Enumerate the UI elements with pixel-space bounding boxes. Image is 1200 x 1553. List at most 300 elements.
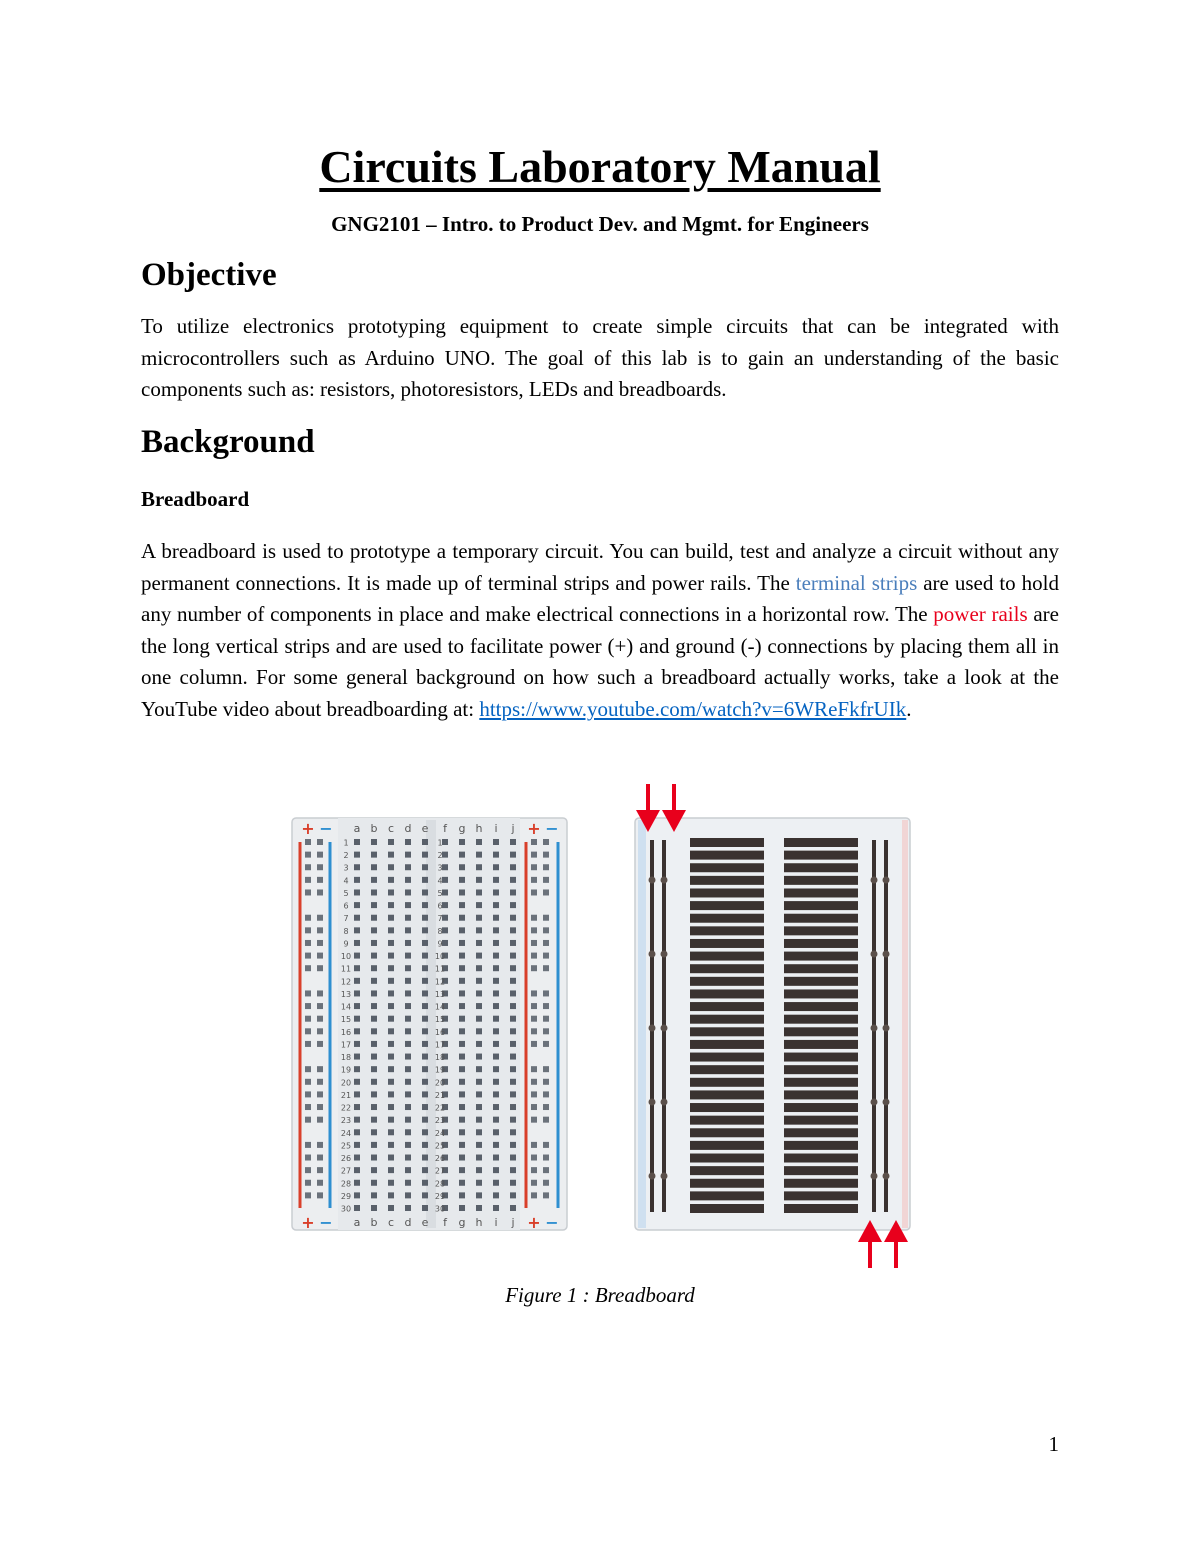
terminal-hole [459,1180,465,1186]
rail-hole [531,1091,537,1097]
breadboard-back-view [635,784,910,1268]
terminal-strip [690,1103,764,1112]
terminal-hole [371,1104,377,1110]
terminal-hole [459,927,465,933]
row-number: 4 [343,876,349,886]
rail-hole [531,990,537,996]
rail-rivet [661,1173,668,1180]
terminal-hole [459,852,465,858]
terminal-hole [422,1180,428,1186]
terminal-hole [354,1180,360,1186]
row-number: 11 [434,964,446,974]
terminal-hole [510,990,516,996]
terminal-hole [405,1167,411,1173]
row-number: 23 [340,1116,352,1126]
terminal-strip [690,926,764,935]
terminal-strip [784,977,858,986]
terminal-hole [493,902,499,908]
document-subtitle: GNG2101 – Intro. to Product Dev. and Mgmt. for Engineers [331,212,869,236]
rail-hole [543,1192,549,1198]
terminal-strip [690,1179,764,1188]
terminal-hole [422,1079,428,1085]
terminal-hole [493,1104,499,1110]
rail-hole [317,1142,323,1148]
row-number: 30 [434,1204,446,1214]
column-letter: a [353,822,361,835]
terminal-hole [388,1079,394,1085]
terminal-hole [476,1028,482,1034]
terminal-hole [388,877,394,883]
rail-hole [317,1091,323,1097]
rail-rivet [871,877,878,884]
rail-hole [317,1117,323,1123]
terminal-hole [510,978,516,984]
rail-rivet [883,951,890,958]
row-number: 7 [343,914,349,924]
terminal-hole [388,1142,394,1148]
terminal-hole [476,852,482,858]
rail-hole [305,839,311,845]
terminal-hole [510,1079,516,1085]
terminal-hole [422,1104,428,1110]
terminal-hole [405,839,411,845]
terminal-hole [493,1117,499,1123]
terminal-hole [388,864,394,870]
terminal-hole [476,864,482,870]
rail-hole [531,839,537,845]
row-number: 10 [434,952,446,962]
terminal-hole [371,1129,377,1135]
rail-hole [305,864,311,870]
rail-hole [531,852,537,858]
terminal-hole [510,1167,516,1173]
row-number: 14 [434,1002,446,1012]
terminal-strip [690,901,764,910]
terminal-hole [459,1167,465,1173]
terminal-hole [354,1167,360,1173]
terminal-hole [476,1155,482,1161]
row-number: 8 [437,926,443,936]
terminal-hole [493,1079,499,1085]
rail-plus-label: + [527,819,541,838]
terminal-strip [784,863,858,872]
row-number: 21 [340,1090,352,1100]
terminal-strip [690,1166,764,1175]
terminal-hole [476,953,482,959]
terminal-hole [371,852,377,858]
terminal-strip [690,952,764,961]
rail-minus-label: − [545,1213,559,1232]
terminal-hole [388,1066,394,1072]
column-letter: h [475,1216,483,1229]
terminal-hole [476,978,482,984]
terminal-hole [510,1016,516,1022]
terminal-hole [354,1205,360,1211]
rail-rivet [871,1173,878,1180]
terminal-hole [405,1028,411,1034]
terminal-hole [371,1205,377,1211]
terminal-strip [690,1053,764,1062]
terminal-hole [476,1117,482,1123]
column-letter: b [370,1216,378,1229]
terminal-hole [459,965,465,971]
row-number: 16 [434,1027,446,1037]
rail-hole [317,915,323,921]
terminal-hole [371,839,377,845]
terminal-strips-term: terminal strips [795,570,918,595]
terminal-hole [493,915,499,921]
rail-hole [531,927,537,933]
terminal-hole [354,1041,360,1047]
terminal-hole [510,1205,516,1211]
terminal-strip [784,1040,858,1049]
terminal-hole [422,1117,428,1123]
terminal-hole [510,1066,516,1072]
column-letter: d [404,1216,412,1229]
terminal-hole [510,1003,516,1009]
row-number: 12 [340,977,352,987]
rail-rivet [661,951,668,958]
terminal-hole [510,1028,516,1034]
rail-hole [305,1041,311,1047]
terminal-hole [388,1054,394,1060]
terminal-strip [690,1116,764,1125]
terminal-hole [371,1117,377,1123]
rail-hole [543,1180,549,1186]
rail-hole [531,965,537,971]
terminal-hole [442,852,448,858]
terminal-hole [405,1142,411,1148]
terminal-hole [371,1091,377,1097]
terminal-hole [459,1041,465,1047]
rail-hole [531,1142,537,1148]
rail-hole [543,1091,549,1097]
terminal-hole [510,852,516,858]
terminal-hole [493,953,499,959]
column-letter: i [494,822,498,835]
terminal-hole [459,1066,465,1072]
column-letter: j [511,1216,515,1229]
terminal-hole [354,990,360,996]
rail-rivet [883,1099,890,1106]
terminal-hole [459,1205,465,1211]
row-number: 7 [437,914,443,924]
row-number: 22 [340,1103,352,1113]
row-number: 17 [434,1040,446,1050]
terminal-hole [459,978,465,984]
terminal-hole [422,1167,428,1173]
rail-hole [317,1041,323,1047]
rail-rivet [871,1025,878,1032]
terminal-strip [690,1090,764,1099]
rail-hole [531,1180,537,1186]
rail-hole [543,915,549,921]
terminal-hole [459,1129,465,1135]
terminal-hole [442,915,448,921]
terminal-hole [388,965,394,971]
terminal-hole [371,864,377,870]
terminal-hole [388,1003,394,1009]
row-number: 21 [434,1090,446,1100]
column-letter: g [458,1216,466,1229]
rail-hole [305,1117,311,1123]
terminal-hole [388,1180,394,1186]
terminal-hole [510,1192,516,1198]
terminal-hole [476,927,482,933]
terminal-hole [405,889,411,895]
terminal-hole [459,1091,465,1097]
rail-hole [543,1142,549,1148]
terminal-hole [388,1205,394,1211]
terminal-hole [371,1167,377,1173]
terminal-strip [784,1166,858,1175]
terminal-hole [493,1129,499,1135]
terminal-hole [371,889,377,895]
rail-hole [543,864,549,870]
terminal-hole [388,940,394,946]
terminal-hole [405,864,411,870]
rail-hole [543,1003,549,1009]
terminal-hole [422,852,428,858]
rail-hole [531,1117,537,1123]
terminal-hole [371,1180,377,1186]
terminal-hole [493,1028,499,1034]
page-number: 1 [1048,1432,1059,1456]
row-number: 5 [437,888,443,898]
terminal-strip [784,1027,858,1036]
breadboard-text-2: are used to hold any number of components in place and make electrical connections in a horizontal row. The [141,570,1059,626]
terminal-hole [371,1016,377,1022]
rail-hole [317,1104,323,1110]
terminal-hole [459,1192,465,1198]
row-number: 15 [434,1015,446,1025]
terminal-strip [784,914,858,923]
terminal-hole [493,839,499,845]
terminal-hole [354,1066,360,1072]
terminal-hole [442,864,448,870]
terminal-strip [784,1053,858,1062]
terminal-strip [690,1204,764,1213]
rail-rivet [871,1099,878,1106]
row-number: 6 [437,901,443,911]
terminal-hole [493,940,499,946]
terminal-hole [422,990,428,996]
terminal-strip [784,1002,858,1011]
terminal-hole [388,990,394,996]
rail-minus-label: − [319,819,333,838]
terminal-hole [371,1155,377,1161]
rail-hole [317,927,323,933]
terminal-strip [784,1154,858,1163]
terminal-hole [405,965,411,971]
terminal-strip [784,1128,858,1137]
rail-hole [543,990,549,996]
rail-hole [305,1142,311,1148]
terminal-hole [371,1192,377,1198]
column-letter: i [494,1216,498,1229]
row-number: 28 [434,1179,446,1189]
row-number: 16 [340,1027,352,1037]
terminal-hole [493,927,499,933]
row-number: 26 [340,1154,352,1164]
rail-rivet [661,877,668,884]
terminal-hole [405,852,411,858]
terminal-strip [784,1015,858,1024]
terminal-hole [371,902,377,908]
terminal-hole [371,965,377,971]
terminal-strip [690,1065,764,1074]
rail-hole [305,1167,311,1173]
terminal-hole [405,1180,411,1186]
terminal-hole [371,940,377,946]
rail-hole [305,940,311,946]
terminal-strip [690,1141,764,1150]
terminal-strip [784,1191,858,1200]
terminal-hole [510,1041,516,1047]
column-letter: e [421,1216,429,1229]
terminal-hole [405,1016,411,1022]
terminal-hole [493,1167,499,1173]
terminal-hole [459,1104,465,1110]
terminal-hole [493,877,499,883]
rail-hole [317,1003,323,1009]
rail-hole [305,965,311,971]
rail-hole [317,1079,323,1085]
rail-hole [305,889,311,895]
terminal-hole [459,940,465,946]
row-number: 1 [437,838,443,848]
row-number: 13 [434,989,446,999]
terminal-hole [405,1104,411,1110]
power-rails-term: power rails [933,602,1028,626]
terminal-hole [476,990,482,996]
row-number: 27 [340,1166,352,1176]
rail-rivet [883,877,890,884]
terminal-hole [510,877,516,883]
terminal-hole [459,953,465,959]
rail-hole [305,1091,311,1097]
terminal-hole [354,902,360,908]
document-title: Circuits Laboratory Manual [319,141,881,192]
breadboard-figure [290,780,915,1270]
terminal-hole [388,915,394,921]
row-number: 8 [343,926,349,936]
terminal-hole [405,1091,411,1097]
column-letter: a [353,1216,361,1229]
terminal-hole [388,1041,394,1047]
terminal-strip [784,888,858,897]
terminal-hole [388,1167,394,1173]
terminal-hole [510,1155,516,1161]
rail-rivet [661,1099,668,1106]
rail-rivet [649,877,656,884]
terminal-hole [422,1205,428,1211]
terminal-hole [459,902,465,908]
terminal-hole [476,839,482,845]
terminal-hole [510,1117,516,1123]
terminal-hole [354,839,360,845]
row-number: 18 [340,1053,352,1063]
terminal-hole [510,864,516,870]
terminal-hole [510,1054,516,1060]
terminal-hole [354,1028,360,1034]
rail-hole [543,1155,549,1161]
terminal-hole [510,902,516,908]
terminal-hole [422,902,428,908]
terminal-hole [354,1155,360,1161]
rail-hole [531,953,537,959]
rail-hole [531,1066,537,1072]
terminal-hole [422,864,428,870]
terminal-hole [354,1142,360,1148]
rail-hole [531,1192,537,1198]
terminal-hole [476,940,482,946]
row-number: 14 [340,1002,352,1012]
terminal-hole [422,1091,428,1097]
terminal-strip [690,838,764,847]
terminal-hole [388,1129,394,1135]
rail-hole [531,1079,537,1085]
row-number: 18 [434,1053,446,1063]
terminal-hole [422,915,428,921]
terminal-hole [405,902,411,908]
rail-hole [305,1192,311,1198]
rail-rivet [883,1173,890,1180]
youtube-link[interactable]: https://www.youtube.com/watch?v=6WReFkfrUIk [479,696,907,721]
terminal-hole [493,965,499,971]
terminal-hole [371,1028,377,1034]
breadboard-text-3: are the long vertical strips and are used to facilitate power (+) and ground (-) connections by placing them all in one column. For some general background on how such a breadboard actually works, take a look at the YouTube video about breadboarding at: [141,602,1059,721]
terminal-hole [422,940,428,946]
terminal-hole [476,877,482,883]
rail-rivet [649,1099,656,1106]
terminal-hole [510,1142,516,1148]
terminal-hole [493,852,499,858]
row-number: 1 [343,838,349,848]
terminal-hole [388,1117,394,1123]
terminal-hole [388,1091,394,1097]
row-number: 5 [343,888,349,898]
rail-rivet [883,1025,890,1032]
row-number: 25 [434,1141,446,1151]
row-number: 3 [343,863,349,873]
rail-hole [543,1079,549,1085]
terminal-hole [459,839,465,845]
rail-rivet [649,1025,656,1032]
terminal-strip [690,863,764,872]
objective-heading: Objective [141,257,277,293]
terminal-hole [459,1054,465,1060]
terminal-hole [354,889,360,895]
terminal-hole [388,839,394,845]
terminal-hole [371,915,377,921]
rail-rivet [871,951,878,958]
rail-hole [531,1041,537,1047]
terminal-hole [459,1079,465,1085]
terminal-hole [371,978,377,984]
column-letter: g [458,822,466,835]
terminal-hole [459,1016,465,1022]
terminal-hole [354,877,360,883]
terminal-hole [388,953,394,959]
terminal-hole [354,1091,360,1097]
terminal-hole [422,839,428,845]
rail-plus-label: + [301,1213,315,1232]
row-number: 11 [340,964,352,974]
rail-hole [543,852,549,858]
terminal-hole [493,990,499,996]
terminal-hole [493,1205,499,1211]
